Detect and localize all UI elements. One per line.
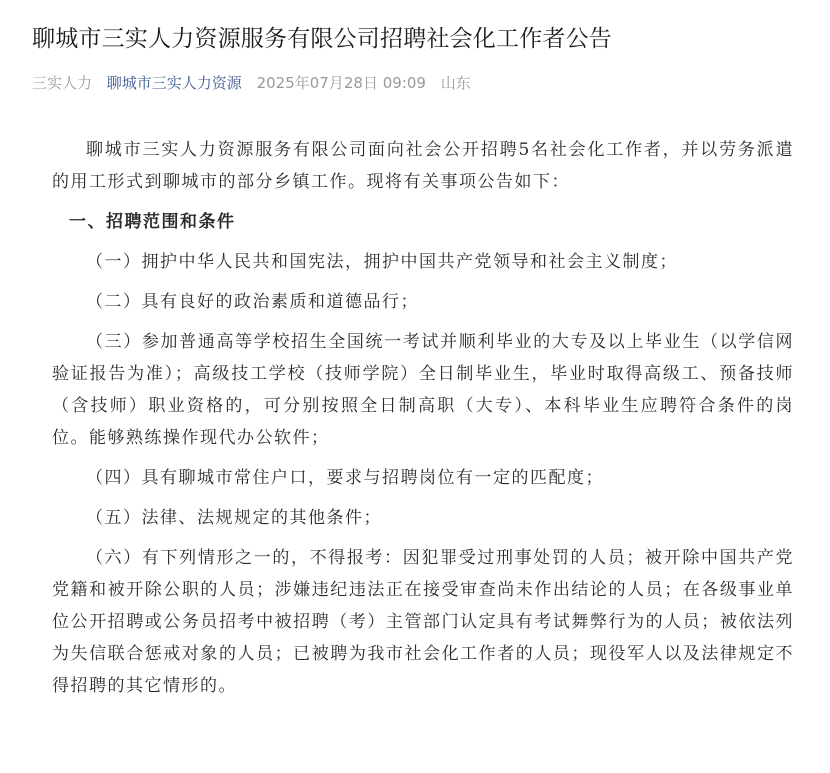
bottom-fade — [0, 759, 830, 773]
intro-paragraph: 聊城市三实人力资源服务有限公司面向社会公开招聘5名社会化工作者，并以劳务派遣的用工形式到聊城市的部分乡镇工作。现将有关事项公告如下： — [52, 140, 794, 192]
condition-item: （三）参加普通高等学校招生全国统一考试并顺利毕业的大专及以上毕业生（以学信网验证报告为准）；高级技工学校（技师学院）全日制毕业生，毕业时取得高级工、预备技师（含技师）职业资格的，可分别按照全日制高职（大专）、本科毕业生应聘符合条件的岗位。能够熟练操作现代办公软件； — [52, 332, 794, 448]
condition-item: （五）法律、法规规定的其他条件； — [86, 508, 382, 528]
article-title: 聊城市三实人力资源服务有限公司招聘社会化工作者公告 — [32, 26, 612, 52]
condition-item: （二）具有良好的政治素质和道德品行； — [86, 292, 419, 312]
meta-region: 山东 — [440, 74, 471, 92]
section-heading: 一、招聘范围和条件 — [69, 212, 236, 232]
meta-author-link[interactable]: 聊城市三实人力资源 — [106, 74, 242, 92]
condition-item: （六）有下列情形之一的，不得报考：因犯罪受过刑事处罚的人员；被开除中国共产党党籍和被开除公职的人员；涉嫌违纪违法正在接受审查尚未作出结论的人员；在各级事业单位公开招聘或公务员招考中被招聘（考）主管部门认定具有考试舞弊行为的人员；被依法列为失信联合惩戒对象的人员；已被聘为我市社会化工作者的人员；现役军人以及法律规定不得招聘的其它情形的。 — [52, 548, 794, 696]
article-meta — [32, 72, 481, 94]
meta-source: 三实人力 — [32, 74, 93, 92]
condition-item: （四）具有聊城市常住户口，要求与招聘岗位有一定的匹配度； — [86, 468, 604, 488]
condition-item: （一）拥护中华人民共和国宪法，拥护中国共产党领导和社会主义制度； — [86, 252, 678, 272]
meta-datetime: 2025年07月28日 09:09 — [256, 74, 426, 92]
article-body — [52, 134, 794, 710]
